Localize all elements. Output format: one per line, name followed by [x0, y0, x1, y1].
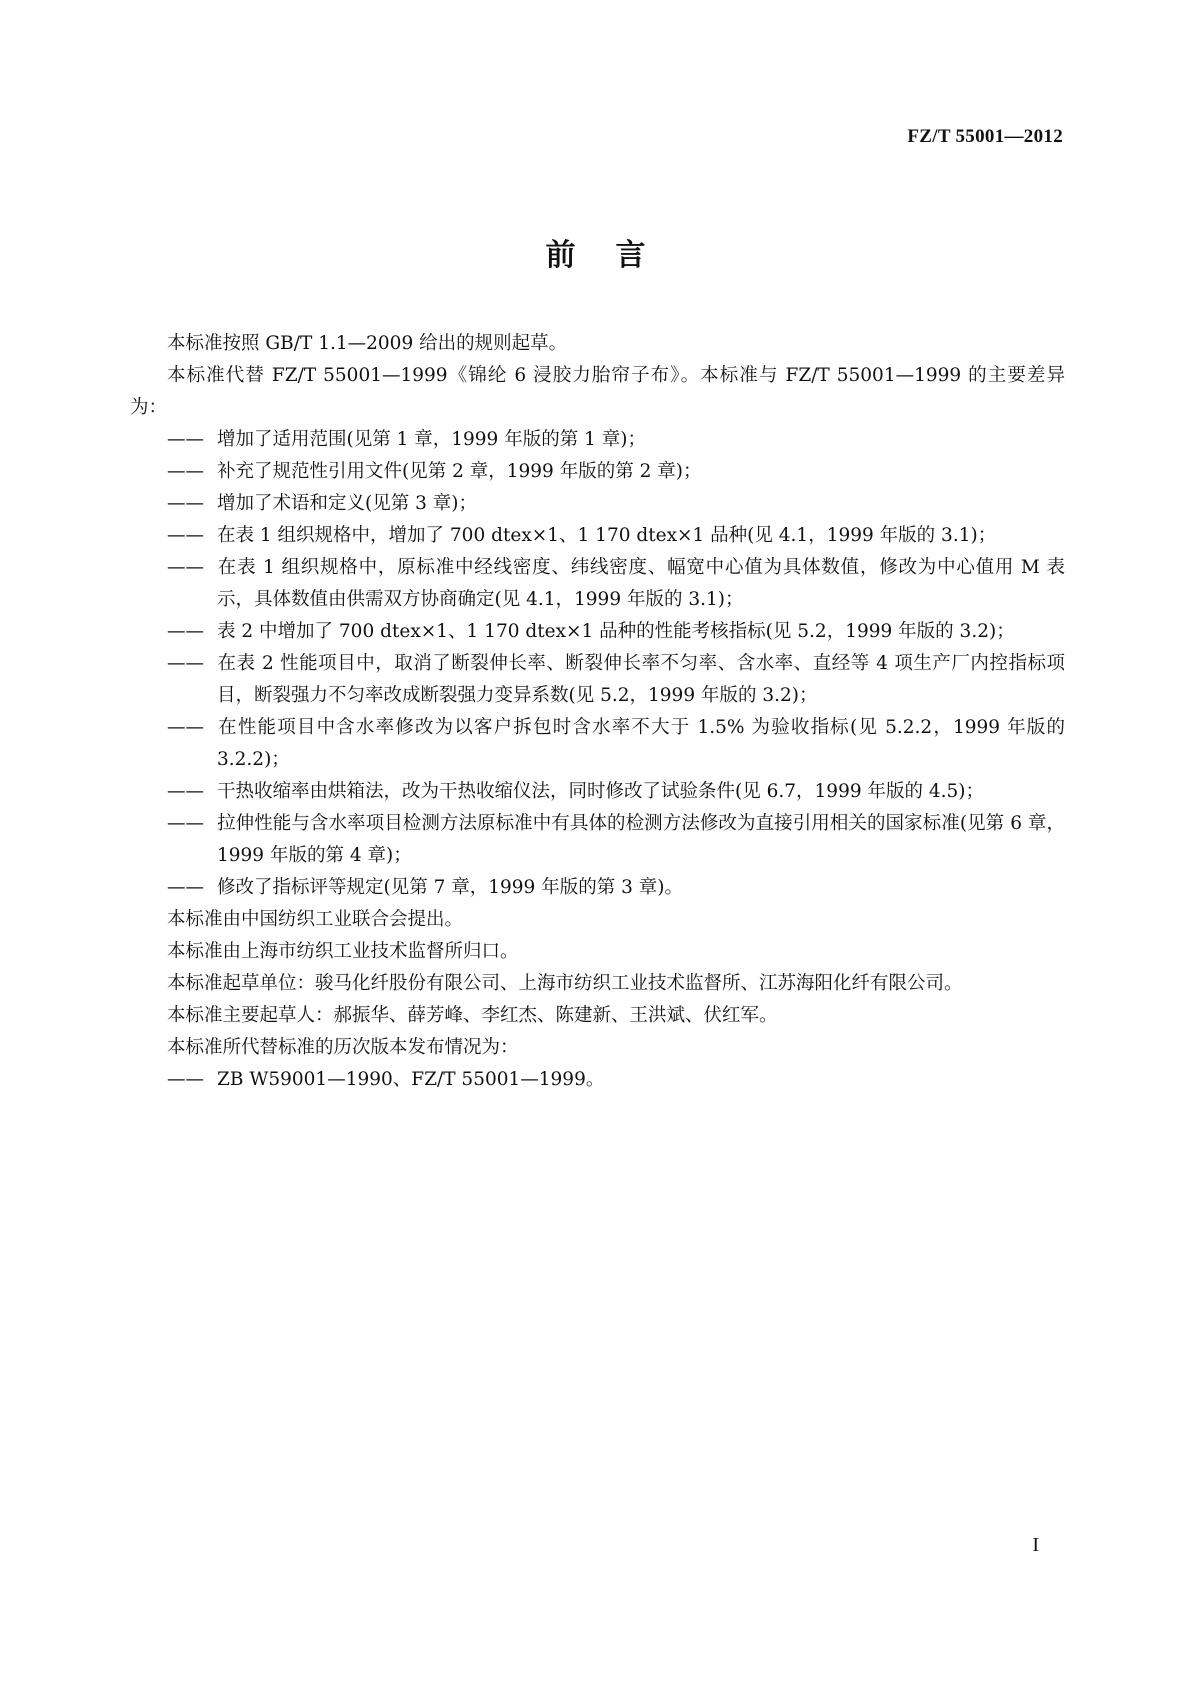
list-item: [130, 1064, 1065, 1096]
list-item-text: 在表 2 性能项目中，取消了断裂伸长率、断裂伸长率不匀率、含水率、直经等 4 项生产厂内控指标项目，断裂强力不匀率改成断裂强力变异系数(见 5.2，1999 年版的 3.2)；: [217, 653, 1065, 706]
paragraph-drafters: 本标准主要起草人：郝振华、薛芳峰、李红杰、陈建新、王洪斌、伏红军。: [167, 1005, 778, 1026]
list-item: [130, 872, 1065, 904]
list-item: [130, 456, 1065, 488]
list-dash: ——: [167, 717, 204, 738]
list-dash: ——: [167, 653, 204, 674]
list-item-text: 增加了适用范围(见第 1 章，1999 年版的第 1 章)；: [217, 429, 646, 450]
list-item: [130, 712, 1065, 776]
list-dash: ——: [167, 621, 204, 642]
list-item-text: 修改了指标评等规定(见第 7 章，1999 年版的第 3 章)。: [217, 877, 683, 898]
list-dash: ——: [167, 525, 204, 546]
list-item-text: 在表 1 组织规格中，增加了 700 dtex×1、1 170 dtex×1 品种(见 4.1，1999 年版的 3.1)；: [217, 525, 997, 546]
list-dash: ——: [167, 429, 204, 450]
list-item-text: 补充了规范性引用文件(见第 2 章，1999 年版的第 2 章)；: [217, 461, 702, 482]
history-list: [130, 1064, 1065, 1096]
list-dash: ——: [167, 461, 204, 482]
list-dash: ——: [167, 1069, 204, 1090]
list-dash: ——: [167, 557, 204, 578]
list-item-text: 在表 1 组织规格中，原标准中经线密度、纬线密度、幅宽中心值为具体数值，修改为中心值用 M 表示，具体数值由供需双方协商确定(见 4.1，1999 年版的 3.1)；: [217, 557, 1065, 610]
paragraph-replacement: 本标准代替 FZ/T 55001—1999《锦纶 6 浸胶力胎帘子布》。本标准与 FZ/T 55001—1999 的主要差异为：: [130, 365, 1065, 418]
list-dash: ——: [167, 813, 204, 834]
page-title: 前言: [545, 238, 686, 273]
list-item: [130, 616, 1065, 648]
foreword-body: [130, 328, 1065, 1096]
paragraph-drafting-rules: 本标准按照 GB/T 1.1—2009 给出的规则起草。: [167, 333, 568, 354]
list-item: [130, 424, 1065, 456]
paragraph-drafting-units: 本标准起草单位：骏马化纤股份有限公司、上海市纺织工业技术监督所、江苏海阳化纤有限公司。: [167, 973, 963, 994]
page-number: I: [1032, 1534, 1039, 1556]
list-item-text: 干热收缩率由烘箱法，改为干热收缩仪法，同时修改了试验条件(见 6.7，1999 年版的 4.5)；: [217, 781, 985, 802]
list-item: [130, 808, 1065, 872]
list-item-text: 在性能项目中含水率修改为以客户拆包时含水率不大于 1.5% 为验收指标(见 5.2.2，1999 年版的 3.2.2)；: [217, 717, 1065, 770]
list-item-text: 拉伸性能与含水率项目检测方法原标准中有具体的检测方法修改为直接引用相关的国家标准(见第 6 章，1999 年版的第 4 章)；: [217, 813, 1065, 866]
list-item: [130, 520, 1065, 552]
list-item: [130, 648, 1065, 712]
list-item: [130, 552, 1065, 616]
list-item-text: ZB W59001—1990、FZ/T 55001—1999。: [217, 1069, 605, 1090]
list-dash: ——: [167, 493, 204, 514]
list-item: [130, 776, 1065, 808]
paragraph-history-intro: 本标准所代替标准的历次版本发布情况为：: [167, 1037, 519, 1058]
list-item-text: 增加了术语和定义(见第 3 章)；: [217, 493, 477, 514]
list-item: [130, 488, 1065, 520]
changes-list: [130, 424, 1065, 904]
list-dash: ——: [167, 877, 204, 898]
standard-code: FZ/T 55001—2012: [907, 126, 1063, 147]
list-dash: ——: [167, 781, 204, 802]
paragraph-proposer: 本标准由中国纺织工业联合会提出。: [167, 909, 464, 930]
list-item-text: 表 2 中增加了 700 dtex×1、1 170 dtex×1 品种的性能考核指标(见 5.2，1999 年版的 3.2)；: [217, 621, 1015, 642]
paragraph-centralized: 本标准由上海市纺织工业技术监督所归口。: [167, 941, 519, 962]
